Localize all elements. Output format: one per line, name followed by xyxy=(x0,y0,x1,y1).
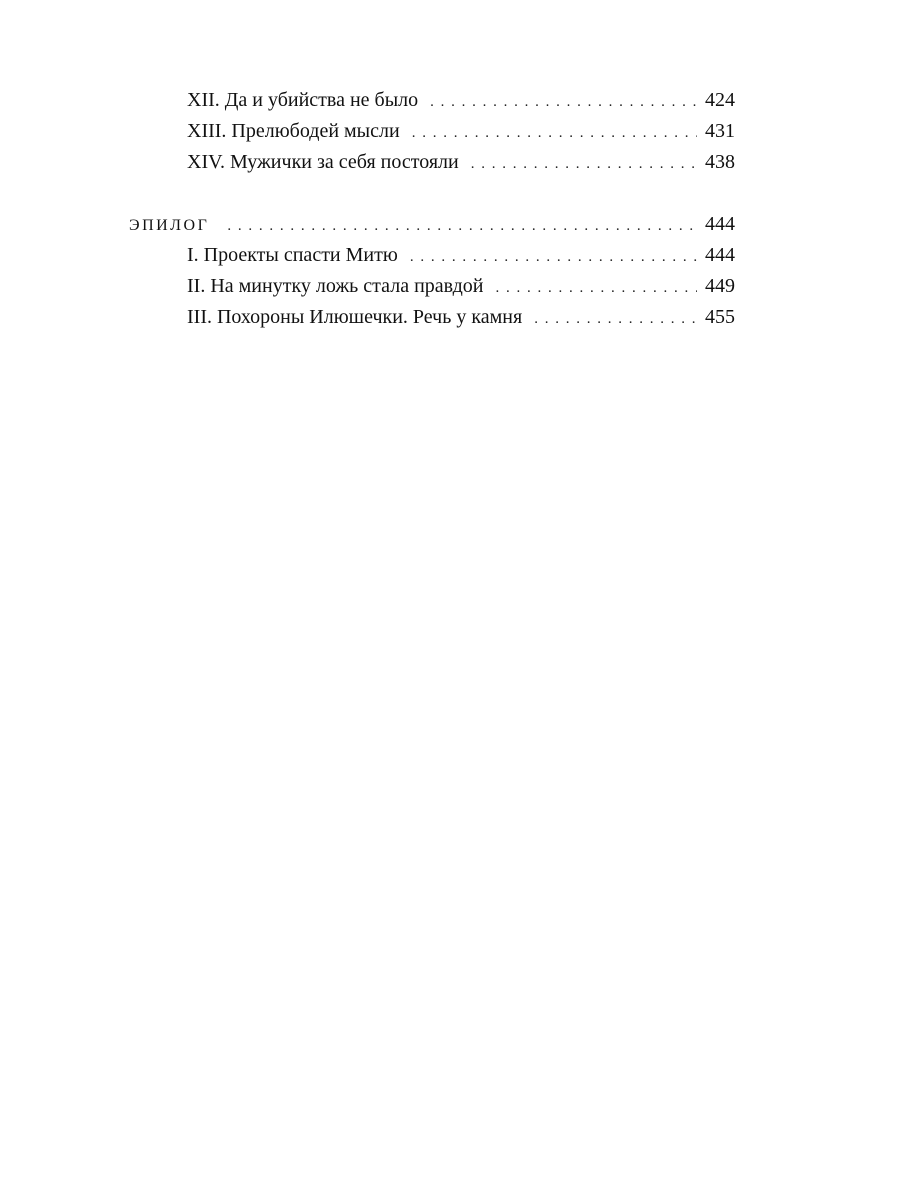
toc-entry-xiv xyxy=(187,147,735,179)
dot-leader xyxy=(227,211,697,241)
dot-leader xyxy=(471,149,697,179)
toc-entry-epilogue-iii xyxy=(187,302,735,334)
toc-entry-page: 424 xyxy=(705,89,735,111)
toc-entry-title: II. На минутку ложь стала правдой xyxy=(187,275,484,297)
toc-entry-page: 444 xyxy=(705,244,735,266)
toc-entry-title: XIV. Мужички за себя постояли xyxy=(187,151,459,173)
toc-entry-epilogue-i xyxy=(187,240,735,272)
toc-part-title: ЭПИЛОГ xyxy=(129,217,210,234)
toc-entry-title: XII. Да и убийства не было xyxy=(187,89,419,111)
toc-entry-page: 438 xyxy=(705,151,735,173)
toc-part-page: 444 xyxy=(705,213,735,235)
toc-entry-xii xyxy=(187,85,735,117)
toc-entry-page: 455 xyxy=(705,306,735,328)
toc-entry-page: 449 xyxy=(705,275,735,297)
dot-leader xyxy=(430,87,697,117)
toc-entry-xiii xyxy=(187,116,735,148)
toc-entry-title: XIII. Прелюбодей мысли xyxy=(187,120,400,142)
dot-leader xyxy=(412,118,697,148)
toc-entry-page: 431 xyxy=(705,120,735,142)
toc-entry-title: III. Похороны Илюшечки. Речь у камня xyxy=(187,306,523,328)
dot-leader xyxy=(495,273,697,303)
dot-leader xyxy=(534,304,697,334)
toc-part-epilogue xyxy=(129,209,735,241)
toc-entry-epilogue-ii xyxy=(187,271,735,303)
toc-entry-title: I. Проекты спасти Митю xyxy=(187,244,398,266)
dot-leader xyxy=(410,242,697,272)
